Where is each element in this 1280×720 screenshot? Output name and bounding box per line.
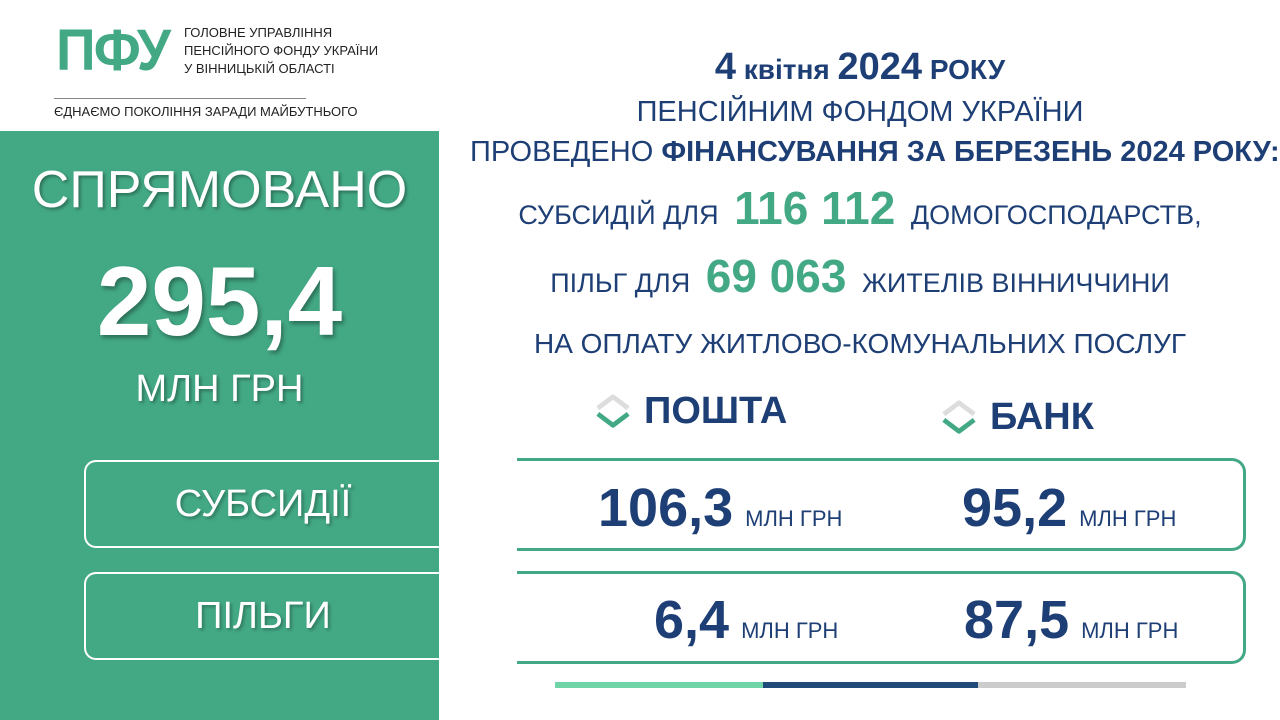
benefits-bank-amount: 87,5 <box>964 590 1070 650</box>
category-benefits-box <box>84 572 440 660</box>
line3-bold: ФІНАНСУВАННЯ ЗА БЕРЕЗЕНЬ 2024 РОКУ: <box>661 136 1280 168</box>
logo-line-2: ПЕНСІЙНОГО ФОНДУ УКРАЇНИ <box>184 43 379 58</box>
subsidies-post-amount: 106,3 <box>598 478 734 538</box>
date-year: 2024 <box>837 46 923 88</box>
pfu-logo-mark: ПФУ <box>56 18 170 83</box>
summary-unit: МЛН ГРН <box>135 368 304 410</box>
line3-plain: ПРОВЕДЕНО <box>470 136 654 168</box>
summary-amount: 295,4 <box>96 246 343 356</box>
logo-divider <box>54 98 306 99</box>
benefits-post-unit: МЛН ГРН <box>741 618 839 643</box>
announcement-line-2: ПЕНСІЙНИМ ФОНДОМ УКРАЇНИ <box>636 96 1084 128</box>
households-count: 116 112 <box>734 182 896 234</box>
announcement-line-6: НА ОПЛАТУ ЖИТЛОВО-КОМУНАЛЬНИХ ПОСЛУГ <box>533 328 1187 359</box>
announcement-benefits-line <box>470 248 1250 311</box>
chevron-check-icon <box>594 393 632 431</box>
logo-line-1: ГОЛОВНЕ УПРАВЛІННЯ <box>184 25 333 40</box>
date-suffix: РОКУ <box>929 54 1006 85</box>
subsidies-bank-value <box>962 477 1176 539</box>
channel-bank-label: БАНК <box>990 396 1094 438</box>
subsidies-bank-amount: 95,2 <box>962 478 1068 538</box>
date-day: 4 <box>714 46 736 88</box>
date-month: квітня <box>743 54 830 85</box>
decor-bar-green <box>555 682 763 688</box>
decor-bar-gray <box>978 682 1186 688</box>
line5-post: ЖИТЕЛІВ ВІННИЧЧИНИ <box>861 268 1170 298</box>
channel-post-header <box>594 390 787 433</box>
summary-label: СПРЯМОВАНО <box>31 161 408 219</box>
benefits-bank-unit: МЛН ГРН <box>1081 618 1179 643</box>
subsidies-post-unit: МЛН ГРН <box>745 506 843 531</box>
benefits-post-amount: 6,4 <box>654 590 730 650</box>
logo-text <box>184 24 378 78</box>
channel-post-label: ПОШТА <box>644 390 788 432</box>
chevron-check-icon <box>940 399 978 437</box>
decor-bar-navy <box>763 682 978 688</box>
benefits-post-value <box>654 589 838 651</box>
channel-bank-header <box>940 396 1094 439</box>
category-subsidies-box <box>84 460 440 548</box>
line4-pre: СУБСИДІЙ ДЛЯ <box>518 200 719 230</box>
line5-pre: ПІЛЬГ ДЛЯ <box>550 268 691 298</box>
pfu-logo <box>52 20 382 110</box>
announcement-subsidies-line <box>470 180 1250 243</box>
category-benefits-label: ПІЛЬГИ <box>195 594 331 637</box>
residents-count: 69 063 <box>705 250 847 302</box>
subsidies-bank-unit: МЛН ГРН <box>1079 506 1177 531</box>
logo-slogan: ЄДНАЄМО ПОКОЛІННЯ ЗАРАДИ МАЙБУТНЬОГО <box>54 104 358 119</box>
category-subsidies-label: СУБСИДІЇ <box>174 482 352 525</box>
logo-line-3: У ВІННИЦЬКІЙ ОБЛАСТІ <box>184 61 335 76</box>
announcement-line-3 <box>470 132 1280 172</box>
announcement-date <box>470 42 1250 95</box>
subsidies-post-value <box>598 477 842 539</box>
line4-post: ДОМОГОСПОДАРСТВ, <box>910 200 1202 230</box>
benefits-bank-value <box>964 589 1178 651</box>
